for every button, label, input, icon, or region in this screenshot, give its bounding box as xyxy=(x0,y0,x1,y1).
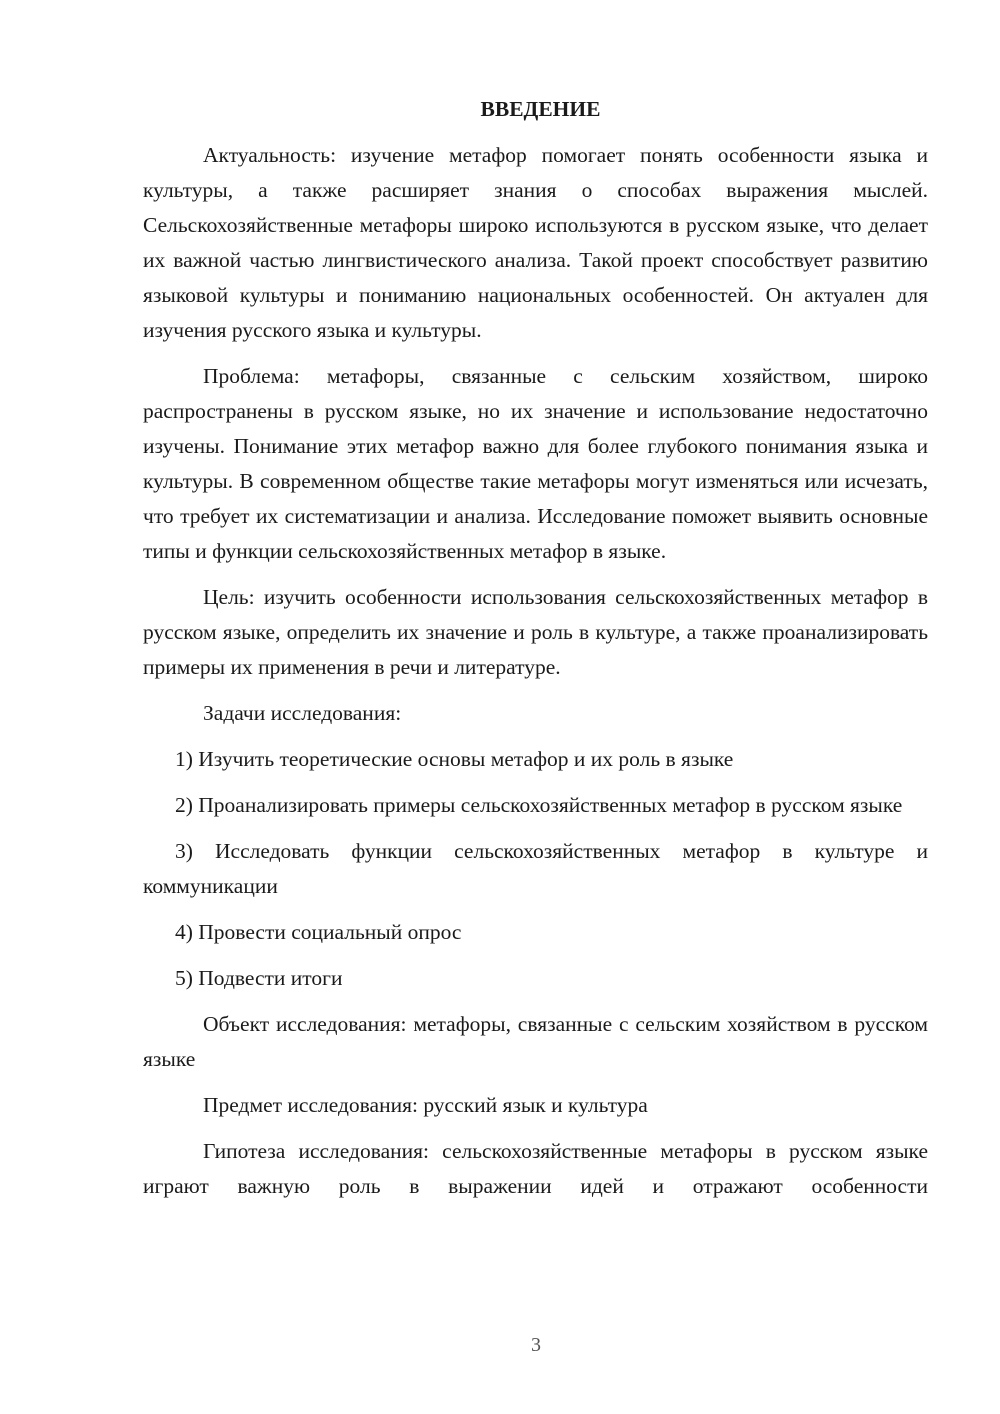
paragraph-hypothesis: Гипотеза исследования: сельскохозяйственные метафоры в русском языке играют важную роль в выражении идей и отражают особенности xyxy=(143,1139,928,1198)
task-item-3: 3) Исследовать функции сельскохозяйственных метафор в культуре и коммуникации xyxy=(143,839,928,898)
task-item-2: 2) Проанализировать примеры сельскохозяйственных метафор в русском языке xyxy=(175,793,903,817)
paragraph-subject: Предмет исследования: русский язык и культура xyxy=(203,1093,648,1117)
paragraph-relevance: Актуальность: изучение метафор помогает понять особенности языка и культуры, а также расширяет знания о способах выражения мыслей. Сельскохозяйственные метафоры широко используются в русском языке, что делает их важной частью лингвистического анализа. Такой проект способствует развитию языковой культуры и пониманию национальных особенностей. Он актуален для изучения русского языка и культуры. xyxy=(143,143,928,342)
task-item-5: 5) Подвести итоги xyxy=(175,966,343,990)
paragraph-problem: Проблема: метафоры, связанные с сельским хозяйством, широко распространены в русском языке, но их значение и использование недостаточно изучены. Понимание этих метафор важно для более глубокого понимания языка и культуры. В современном обществе такие метафоры могут изменяться или исчезать, что требует их систематизации и анализа. Исследование поможет выявить основные типы и функции сельскохозяйственных метафор в языке. xyxy=(143,364,928,563)
paragraph-goal: Цель: изучить особенности использования сельскохозяйственных метафор в русском языке, определить их значение и роль в культуре, а также проанализировать примеры их применения в речи и литературе. xyxy=(143,585,928,679)
paragraph-tasks-heading: Задачи исследования: xyxy=(203,701,402,725)
page-number: 3 xyxy=(531,1334,541,1356)
paragraph-object: Объект исследования: метафоры, связанные с сельским хозяйством в русском языке xyxy=(143,1012,928,1071)
page-content xyxy=(143,92,928,1215)
task-item-1: 1) Изучить теоретические основы метафор и их роль в языке xyxy=(175,747,734,771)
task-item-4: 4) Провести социальный опрос xyxy=(175,920,462,944)
section-title: ВВЕДЕНИЕ xyxy=(480,97,601,121)
